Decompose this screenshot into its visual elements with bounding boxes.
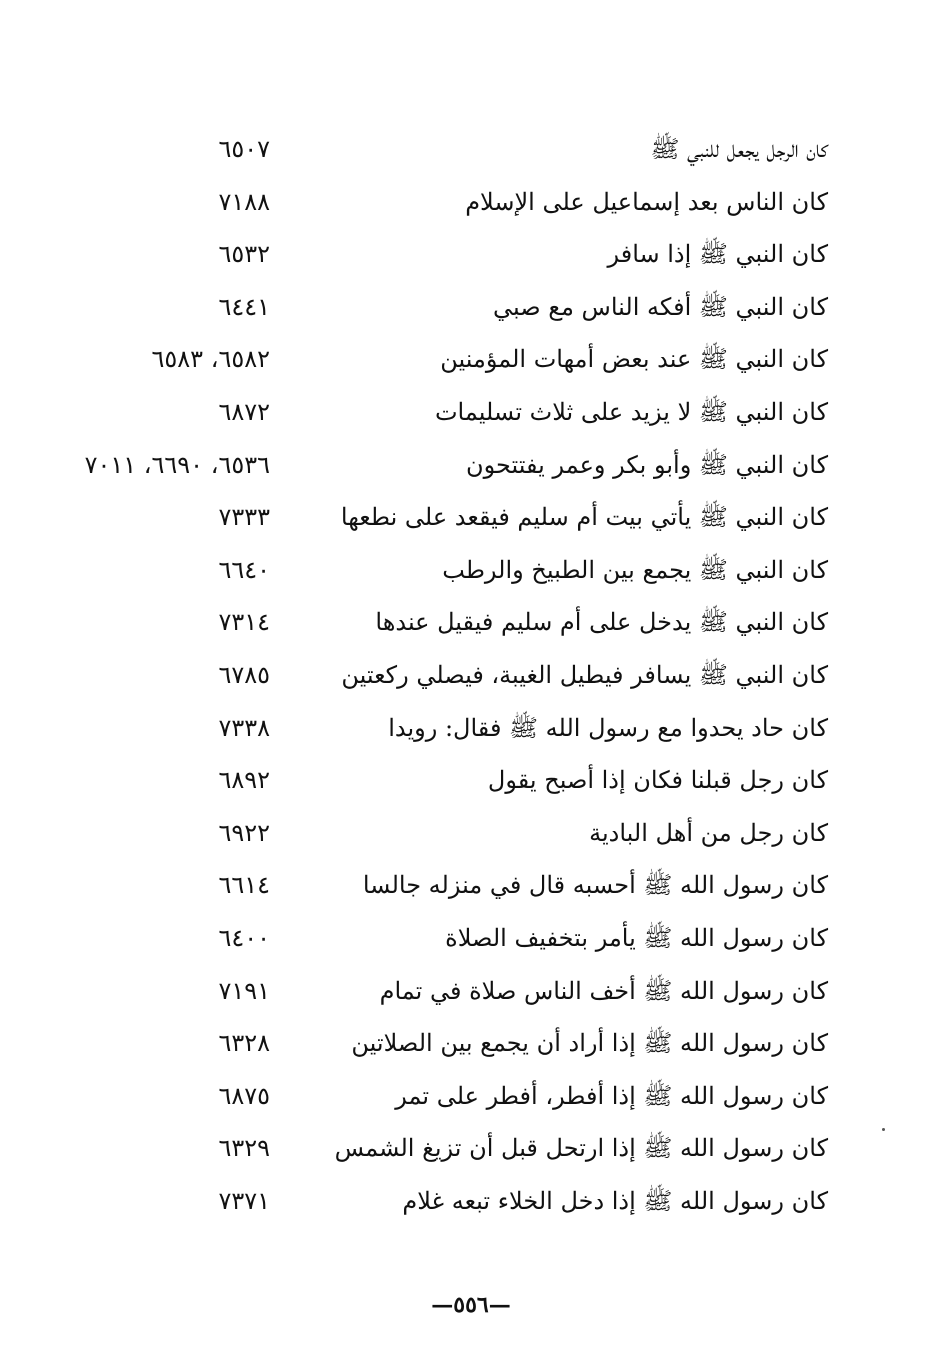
entry-references: ٦٦١٤ — [218, 871, 270, 900]
entry-references: ٧٣١٤ — [218, 608, 270, 637]
entry-phrase: كان رسول الله ﷺ إذا أفطر، أفطر على تمر — [395, 1081, 828, 1110]
entry-references: ٦٣٢٨ — [218, 1029, 270, 1058]
index-entry — [0, 810, 942, 863]
scan-speck — [882, 1128, 885, 1131]
entry-phrase: كان الرجل يجعل للنبي ﷺ — [650, 135, 828, 163]
index-entry — [0, 862, 942, 915]
entry-phrase: كان رسول الله ﷺ إذا دخل الخلاء تبعه غلام — [402, 1186, 828, 1215]
index-entry — [0, 231, 942, 284]
entry-references: ٦٨٧٢ — [218, 397, 270, 426]
index-entry — [0, 1073, 942, 1126]
entry-phrase: كان رجل قبلنا فكان إذا أصبح يقول — [487, 766, 828, 795]
index-entry — [0, 705, 942, 758]
entry-phrase: كان النبي ﷺ لا يزيد على ثلاث تسليمات — [434, 397, 828, 426]
index-entry — [0, 336, 942, 389]
index-entry — [0, 1125, 942, 1178]
hadith-index-list — [0, 126, 942, 1230]
entry-phrase: كان النبي ﷺ يجمع بين الطبيخ والرطب — [442, 555, 828, 584]
entry-references: ٧٣٣٨ — [218, 713, 270, 742]
index-entry — [0, 179, 942, 232]
index-entry — [0, 126, 942, 179]
index-entry — [0, 284, 942, 337]
entry-phrase: كان رسول الله ﷺ يأمر بتخفيف الصلاة — [445, 923, 828, 952]
page-number: —٥٥٦— — [431, 1292, 511, 1318]
entry-references: ٦٤٠٠ — [218, 923, 270, 952]
index-entry — [0, 547, 942, 600]
entry-phrase: كان النبي ﷺ وأبو بكر وعمر يفتتحون — [466, 450, 828, 479]
index-entry — [0, 968, 942, 1021]
entry-phrase: كان النبي ﷺ يسافر فيطيل الغيبة، فيصلي ركعتين — [341, 660, 828, 689]
entry-references: ٦٨٩٢ — [218, 766, 270, 795]
index-entry — [0, 652, 942, 705]
entry-references: ٦٩٢٢ — [218, 818, 270, 847]
entry-phrase: كان رجل من أهل البادية — [589, 818, 828, 847]
index-entry — [0, 1178, 942, 1231]
index-entry — [0, 442, 942, 495]
entry-references: ٦٥٣٢ — [218, 240, 270, 269]
index-entry — [0, 599, 942, 652]
entry-references: ٦٨٧٥ — [218, 1081, 270, 1110]
entry-phrase: كان النبي ﷺ يأتي بيت أم سليم فيقعد على نطعها — [340, 503, 828, 532]
entry-phrase: كان النبي ﷺ عند بعض أمهات المؤمنين — [440, 345, 828, 374]
entry-references: ٧٣٣٣ — [218, 503, 270, 532]
entry-references: ٦٥٠٧ — [218, 135, 270, 163]
entry-phrase: كان رسول الله ﷺ إذا أراد أن يجمع بين الصلاتين — [351, 1029, 828, 1058]
entry-references: ٦٥٨٢، ٦٥٨٣ — [151, 345, 270, 374]
index-entry — [0, 1020, 942, 1073]
entry-phrase: كان الناس بعد إسماعيل على الإسلام — [465, 187, 828, 216]
entry-references: ٦٤٤١ — [218, 292, 270, 321]
entry-references: ٧٣٧١ — [218, 1186, 270, 1215]
entry-phrase: كان رسول الله ﷺ إذا ارتحل قبل أن تزيغ الشمس — [334, 1134, 828, 1163]
entry-phrase: كان النبي ﷺ إذا سافر — [607, 240, 828, 269]
entry-phrase: كان رسول الله ﷺ أحسبه قال في منزله جالسا — [362, 871, 828, 900]
index-entry — [0, 494, 942, 547]
index-entry — [0, 389, 942, 442]
entry-phrase: كان النبي ﷺ أفكه الناس مع صبي — [493, 292, 828, 321]
entry-references: ٦٥٣٦، ٦٦٩٠، ٧٠١١ — [84, 450, 270, 479]
entry-references: ٧١٨٨ — [218, 187, 270, 216]
entry-references: ٧١٩١ — [218, 976, 270, 1005]
entry-phrase: كان النبي ﷺ يدخل على أم سليم فيقيل عندها — [375, 608, 828, 637]
entry-references: ٦٣٢٩ — [218, 1134, 270, 1163]
index-entry — [0, 757, 942, 810]
entry-phrase: كان رسول الله ﷺ أخف الناس صلاة في تمام — [379, 976, 828, 1005]
index-entry — [0, 915, 942, 968]
entry-phrase: كان حاد يحدوا مع رسول الله ﷺ فقال: رويدا — [388, 713, 828, 742]
entry-references: ٦٧٨٥ — [218, 660, 270, 689]
entry-references: ٦٦٤٠ — [218, 555, 270, 584]
